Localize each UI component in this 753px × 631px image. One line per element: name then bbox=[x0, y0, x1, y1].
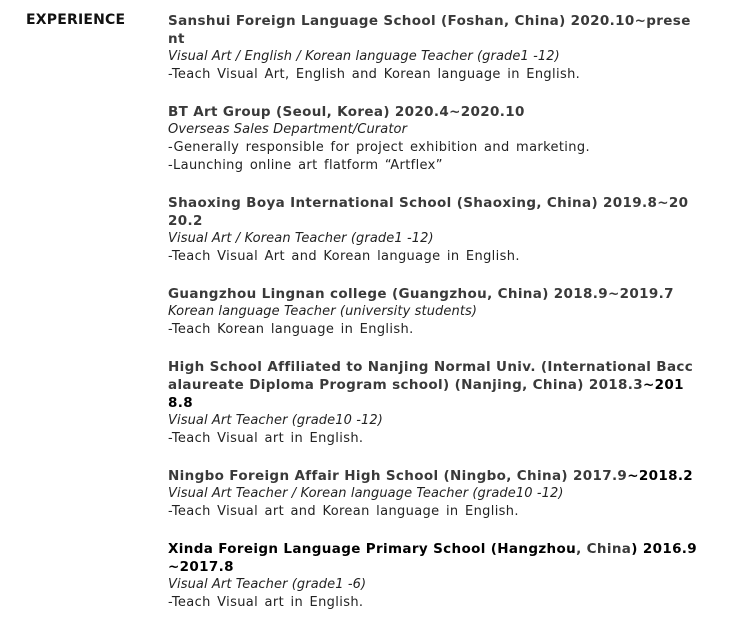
entry-title: Sanshui Foreign Language School (Foshan, China) 2020.10~present bbox=[168, 13, 691, 47]
entry-role: Korean language Teacher (university students) bbox=[168, 304, 478, 319]
entry-description: -Teach Visual art in English. bbox=[168, 595, 364, 610]
experience-entry bbox=[168, 285, 698, 339]
experience-entry bbox=[168, 467, 698, 521]
entry-title: Guangzhou Lingnan college (Guangzhou, China) 2018.9~2019.7 bbox=[168, 286, 674, 302]
entry-role: Visual Art Teacher / Korean language Teacher (grade10 -12) bbox=[168, 486, 564, 501]
entry-title-main: Ningbo Foreign Affair High School (Ningbo, China) 2017.9 bbox=[168, 468, 628, 484]
entry-title: BT Art Group (Seoul, Korea) 2020.4~2020.10 bbox=[168, 104, 525, 120]
entry-title bbox=[168, 358, 698, 412]
entry-title-part: , China bbox=[576, 541, 632, 557]
entry-description: -Launching online art flatform “Artflex” bbox=[168, 158, 443, 173]
experience-entry bbox=[168, 194, 698, 266]
entry-title-part: ) 2016.9~2017.8 bbox=[168, 541, 698, 575]
entry-title-end-date: ~2018.2 bbox=[627, 468, 694, 484]
entry-title-main: High School Affiliated to Nanjing Normal Univ. (International Baccalaureate Diploma Program school) (Nanjing, China) 2018.3 bbox=[168, 359, 694, 393]
entry-title bbox=[168, 540, 698, 576]
entry-title: Shaoxing Boya International School (Shaoxing, China) 2019.8~2020.2 bbox=[168, 195, 689, 229]
experience-entry bbox=[168, 540, 698, 612]
entry-role: Visual Art Teacher (grade10 -12) bbox=[168, 413, 383, 428]
experience-entry bbox=[168, 358, 698, 448]
experience-entry bbox=[168, 103, 698, 175]
entry-description: -Teach Visual Art, English and Korean language in English. bbox=[168, 67, 581, 82]
entry-title-part: Xinda Foreign Language Primary School (Hangzhou bbox=[168, 541, 577, 557]
entry-title bbox=[168, 467, 698, 485]
entry-description: -Teach Korean language in English. bbox=[168, 322, 414, 337]
experience-list bbox=[168, 12, 698, 631]
entry-title-end-date: ~2018.8 bbox=[168, 377, 684, 411]
experience-entry bbox=[168, 12, 698, 84]
entry-description: -Teach Visual art and Korean language in English. bbox=[168, 504, 519, 519]
entry-role: Visual Art Teacher (grade1 -6) bbox=[168, 577, 367, 592]
entry-role: Visual Art / Korean Teacher (grade1 -12) bbox=[168, 231, 434, 246]
entry-description: -Teach Visual art in English. bbox=[168, 431, 364, 446]
entry-description: -Teach Visual Art and Korean language in English. bbox=[168, 249, 520, 264]
section-heading-experience: EXPERIENCE bbox=[26, 12, 126, 28]
entry-role: Overseas Sales Department/Curator bbox=[168, 122, 408, 137]
entry-description: -Generally responsible for project exhibition and marketing. bbox=[168, 140, 590, 155]
entry-role: Visual Art / English / Korean language Teacher (grade1 -12) bbox=[168, 49, 560, 64]
